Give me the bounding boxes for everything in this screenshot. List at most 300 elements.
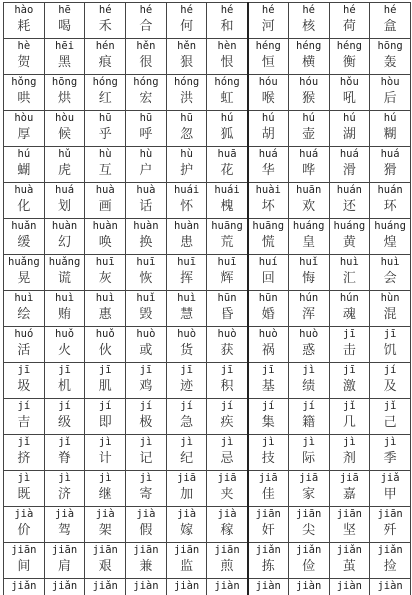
character-cell xyxy=(370,147,411,183)
character-cell xyxy=(166,75,207,111)
character-cell xyxy=(166,435,207,471)
character-cell xyxy=(248,579,289,595)
hanzi-character: 佳 xyxy=(249,486,288,504)
character-cell xyxy=(248,399,289,435)
pinyin-label: huǐ xyxy=(289,256,329,269)
hanzi-character: 糊 xyxy=(370,126,410,144)
pinyin-label: huì xyxy=(45,292,85,305)
hanzi-character: 贺 xyxy=(4,54,44,72)
pinyin-label: jì xyxy=(45,472,85,485)
pinyin-label: huàn xyxy=(45,220,85,233)
pinyin-label: huò xyxy=(289,328,329,341)
pinyin-label: hú xyxy=(370,112,410,125)
hanzi-character: 惠 xyxy=(85,306,125,324)
table-row xyxy=(4,543,411,579)
character-cell xyxy=(126,255,167,291)
table-row xyxy=(4,39,411,75)
hanzi-character: 际 xyxy=(289,450,329,468)
pinyin-label: huà xyxy=(126,184,166,197)
hanzi-character: 煎 xyxy=(207,558,246,576)
character-cell xyxy=(126,219,167,255)
pinyin-label: jià xyxy=(126,508,166,521)
hanzi-character: 价 xyxy=(4,522,44,540)
hanzi-character: 恨 xyxy=(207,54,246,72)
pinyin-label: hùn xyxy=(370,292,410,305)
character-cell xyxy=(329,363,370,399)
pinyin-label: jiā xyxy=(207,472,246,485)
hanzi-character: 籍 xyxy=(289,414,329,432)
character-cell xyxy=(4,327,45,363)
hanzi-character: 货 xyxy=(167,342,207,360)
character-cell xyxy=(85,543,126,579)
hanzi-character: 胡 xyxy=(249,126,288,144)
pinyin-label: jiā xyxy=(249,472,288,485)
character-cell xyxy=(44,255,85,291)
pinyin-label: jiān xyxy=(207,544,246,557)
pinyin-label: jì xyxy=(126,472,166,485)
table-row xyxy=(4,579,411,595)
pinyin-label: hěn xyxy=(126,40,166,53)
character-cell xyxy=(166,471,207,507)
table-row xyxy=(4,219,411,255)
character-cell xyxy=(44,3,85,39)
character-cell xyxy=(248,471,289,507)
hanzi-character: 恒 xyxy=(249,54,288,72)
character-cell xyxy=(4,507,45,543)
hanzi-character: 茧 xyxy=(330,558,370,576)
pinyin-label: huāng xyxy=(207,220,246,233)
hanzi-character: 稼 xyxy=(207,522,246,540)
hanzi-character: 婚 xyxy=(249,306,288,324)
pinyin-label: jì xyxy=(85,472,125,485)
pinyin-label: jì xyxy=(289,436,329,449)
character-cell xyxy=(329,75,370,111)
hanzi-character: 虎 xyxy=(45,162,85,180)
character-cell xyxy=(288,75,329,111)
character-cell xyxy=(126,183,167,219)
pinyin-label: hù xyxy=(85,148,125,161)
pinyin-label: hú xyxy=(207,112,246,125)
character-cell xyxy=(44,507,85,543)
hanzi-character: 候 xyxy=(45,126,85,144)
pinyin-label: huò xyxy=(126,328,166,341)
character-cell xyxy=(44,363,85,399)
hanzi-character: 贿 xyxy=(45,306,85,324)
table-row xyxy=(4,147,411,183)
character-cell xyxy=(207,183,248,219)
character-cell xyxy=(85,75,126,111)
pinyin-label: hún xyxy=(330,292,370,305)
character-cell xyxy=(288,327,329,363)
hanzi-character: 绩 xyxy=(289,378,329,396)
character-cell xyxy=(44,75,85,111)
pinyin-label: jiǎn xyxy=(370,544,410,557)
character-cell xyxy=(44,579,85,595)
character-cell xyxy=(85,363,126,399)
pinyin-label: jiàn xyxy=(126,580,166,593)
pinyin-label: jiān xyxy=(370,508,410,521)
character-cell xyxy=(207,255,248,291)
hanzi-character: 昏 xyxy=(207,306,246,324)
pinyin-label: hūn xyxy=(249,292,288,305)
pinyin-label: jì xyxy=(289,364,329,377)
character-cell xyxy=(248,291,289,327)
pinyin-label: jiǎn xyxy=(45,580,85,593)
pinyin-label: huāng xyxy=(249,220,288,233)
pinyin-label: hé xyxy=(126,4,166,17)
character-cell xyxy=(329,219,370,255)
pinyin-label: jì xyxy=(330,436,370,449)
pinyin-label: jì xyxy=(126,436,166,449)
pinyin-label: huǒ xyxy=(85,328,125,341)
hanzi-character: 集 xyxy=(249,414,288,432)
character-cell xyxy=(288,507,329,543)
pinyin-label: jiǎn xyxy=(330,544,370,557)
pinyin-label: jià xyxy=(45,508,85,521)
hanzi-character: 宏 xyxy=(126,90,166,108)
hanzi-character: 及 xyxy=(370,378,410,396)
pinyin-label: huǎng xyxy=(4,256,44,269)
pinyin-label: jī xyxy=(167,364,207,377)
hanzi-character: 尖 xyxy=(289,522,329,540)
hanzi-character: 家 xyxy=(289,486,329,504)
character-cell xyxy=(44,219,85,255)
hanzi-character: 计 xyxy=(85,450,125,468)
character-cell xyxy=(166,543,207,579)
hanzi-character: 监 xyxy=(167,558,207,576)
hanzi-character: 忌 xyxy=(207,450,246,468)
pinyin-label: huáng xyxy=(370,220,410,233)
pinyin-label: hòu xyxy=(4,112,44,125)
pinyin-label: huá xyxy=(45,184,85,197)
pinyin-label: jiàn xyxy=(249,580,288,593)
character-cell xyxy=(126,327,167,363)
character-cell xyxy=(248,3,289,39)
hanzi-character: 荒 xyxy=(207,234,246,252)
character-cell xyxy=(85,435,126,471)
character-cell xyxy=(44,291,85,327)
hanzi-character: 会 xyxy=(370,270,410,288)
hanzi-character: 记 xyxy=(126,450,166,468)
character-cell xyxy=(288,543,329,579)
character-cell xyxy=(4,39,45,75)
table-row xyxy=(4,363,411,399)
hanzi-character: 级 xyxy=(45,414,85,432)
hanzi-character: 皇 xyxy=(289,234,329,252)
pinyin-label: huá xyxy=(330,148,370,161)
character-cell xyxy=(85,219,126,255)
hanzi-character: 饥 xyxy=(370,342,410,360)
hanzi-character: 假 xyxy=(126,522,166,540)
pinyin-label: jí xyxy=(85,400,125,413)
hanzi-character: 歼 xyxy=(370,522,410,540)
pinyin-label: huài xyxy=(249,184,288,197)
character-cell xyxy=(370,3,411,39)
hanzi-character: 季 xyxy=(370,450,410,468)
hanzi-character: 喝 xyxy=(45,18,85,36)
hanzi-character: 洪 xyxy=(167,90,207,108)
hanzi-character: 几 xyxy=(330,414,370,432)
pinyin-label: jī xyxy=(330,364,370,377)
character-cell xyxy=(288,435,329,471)
pinyin-label: huī xyxy=(85,256,125,269)
character-cell xyxy=(248,183,289,219)
pinyin-label: héng xyxy=(249,40,288,53)
pinyin-label: jì xyxy=(207,436,246,449)
hanzi-character: 怀 xyxy=(167,198,207,216)
character-cell xyxy=(288,579,329,595)
hanzi-character: 恢 xyxy=(126,270,166,288)
hanzi-character: 还 xyxy=(330,198,370,216)
hanzi-character: 继 xyxy=(85,486,125,504)
hanzi-character: 吼 xyxy=(330,90,370,108)
character-cell xyxy=(4,255,45,291)
hanzi-character: 盒 xyxy=(370,18,410,36)
pinyin-label: hōng xyxy=(370,40,410,53)
character-cell xyxy=(370,471,411,507)
hanzi-character: 坏 xyxy=(249,198,288,216)
character-cell xyxy=(370,291,411,327)
table-row xyxy=(4,327,411,363)
pinyin-label: huǎng xyxy=(45,256,85,269)
pinyin-label: huò xyxy=(167,328,207,341)
hanzi-character: 技 xyxy=(249,450,288,468)
character-cell xyxy=(166,255,207,291)
pinyin-label: jī xyxy=(249,364,288,377)
character-cell xyxy=(166,579,207,595)
character-cell xyxy=(288,3,329,39)
hanzi-character: 汇 xyxy=(330,270,370,288)
character-cell xyxy=(85,3,126,39)
hanzi-character: 纪 xyxy=(167,450,207,468)
hanzi-character: 挤 xyxy=(4,450,44,468)
character-cell xyxy=(370,435,411,471)
pinyin-label: jí xyxy=(249,400,288,413)
pinyin-label: hēi xyxy=(45,40,85,53)
pinyin-label: jiàn xyxy=(289,580,329,593)
pinyin-label: jiǎn xyxy=(4,580,44,593)
character-cell xyxy=(370,219,411,255)
character-cell xyxy=(85,471,126,507)
pinyin-label: huān xyxy=(289,184,329,197)
pinyin-label: jiàn xyxy=(370,580,410,593)
pinyin-label: hóu xyxy=(249,76,288,89)
pinyin-label: hé xyxy=(249,4,288,17)
hanzi-character: 鸡 xyxy=(126,378,166,396)
character-cell xyxy=(126,507,167,543)
hanzi-character: 己 xyxy=(370,414,410,432)
pinyin-label: jiān xyxy=(85,544,125,557)
hanzi-character: 壶 xyxy=(289,126,329,144)
hanzi-character: 唤 xyxy=(85,234,125,252)
hanzi-character: 互 xyxy=(85,162,125,180)
pinyin-label: jiān xyxy=(330,508,370,521)
pinyin-label: hóng xyxy=(126,76,166,89)
hanzi-character: 狠 xyxy=(167,54,207,72)
pinyin-label: huī xyxy=(126,256,166,269)
character-cell xyxy=(85,39,126,75)
character-cell xyxy=(207,471,248,507)
character-cell xyxy=(370,327,411,363)
pinyin-label: hú xyxy=(249,112,288,125)
pinyin-label: hú xyxy=(330,112,370,125)
character-cell xyxy=(288,399,329,435)
hanzi-character: 合 xyxy=(126,18,166,36)
character-cell xyxy=(166,507,207,543)
character-cell xyxy=(207,435,248,471)
hanzi-character: 绘 xyxy=(4,306,44,324)
hanzi-character: 化 xyxy=(4,198,44,216)
character-cell xyxy=(44,543,85,579)
pinyin-label: jiān xyxy=(249,508,288,521)
pinyin-label: huán xyxy=(330,184,370,197)
pinyin-label: hé xyxy=(167,4,207,17)
character-cell xyxy=(207,3,248,39)
pinyin-label: hóng xyxy=(85,76,125,89)
pinyin-label: jì xyxy=(167,436,207,449)
pinyin-label: jí xyxy=(207,400,246,413)
character-cell xyxy=(85,507,126,543)
pinyin-label: huì xyxy=(85,292,125,305)
hanzi-character: 核 xyxy=(289,18,329,36)
hanzi-character: 间 xyxy=(4,558,44,576)
character-cell xyxy=(126,75,167,111)
character-cell xyxy=(4,291,45,327)
hanzi-character: 既 xyxy=(4,486,44,504)
hanzi-character: 奸 xyxy=(249,522,288,540)
character-cell xyxy=(207,219,248,255)
character-cell xyxy=(329,399,370,435)
hanzi-character: 划 xyxy=(45,198,85,216)
pinyin-label: héng xyxy=(289,40,329,53)
pinyin-label: huì xyxy=(370,256,410,269)
hanzi-character: 肩 xyxy=(45,558,85,576)
hanzi-character: 圾 xyxy=(4,378,44,396)
pinyin-label: jí xyxy=(45,400,85,413)
character-cell xyxy=(126,543,167,579)
pinyin-label: jiān xyxy=(167,544,207,557)
hanzi-character: 甲 xyxy=(370,486,410,504)
character-cell xyxy=(248,327,289,363)
character-cell xyxy=(370,507,411,543)
pinyin-label: hú xyxy=(289,112,329,125)
character-cell xyxy=(166,291,207,327)
hanzi-character: 猾 xyxy=(370,162,410,180)
character-cell xyxy=(166,111,207,147)
hanzi-character: 机 xyxy=(45,378,85,396)
pinyin-label: hún xyxy=(289,292,329,305)
pinyin-label: jiǎn xyxy=(85,580,125,593)
character-cell xyxy=(4,147,45,183)
character-cell xyxy=(329,39,370,75)
pinyin-label: jià xyxy=(207,508,246,521)
character-cell xyxy=(329,543,370,579)
hanzi-character: 捡 xyxy=(370,558,410,576)
hanzi-character: 毁 xyxy=(126,306,166,324)
hanzi-character: 积 xyxy=(207,378,246,396)
table-row xyxy=(4,183,411,219)
character-cell xyxy=(207,507,248,543)
character-cell xyxy=(370,39,411,75)
hanzi-character: 激 xyxy=(330,378,370,396)
character-cell xyxy=(248,147,289,183)
pinyin-label: jī xyxy=(330,328,370,341)
character-cell xyxy=(288,291,329,327)
character-cell xyxy=(329,147,370,183)
character-cell xyxy=(329,111,370,147)
hanzi-character: 喉 xyxy=(249,90,288,108)
pinyin-label: jiān xyxy=(45,544,85,557)
hanzi-character: 很 xyxy=(126,54,166,72)
table-row xyxy=(4,255,411,291)
hanzi-character: 混 xyxy=(370,306,410,324)
hanzi-character: 河 xyxy=(249,18,288,36)
hanzi-character: 艰 xyxy=(85,558,125,576)
pinyin-label: hé xyxy=(330,4,370,17)
pinyin-label: jī xyxy=(85,364,125,377)
character-cell xyxy=(4,219,45,255)
character-cell xyxy=(207,327,248,363)
character-cell xyxy=(4,111,45,147)
pinyin-label: hé xyxy=(370,4,410,17)
character-cell xyxy=(288,363,329,399)
pinyin-character-table xyxy=(3,2,411,595)
pinyin-label: huá xyxy=(289,148,329,161)
pinyin-label: jì xyxy=(249,436,288,449)
hanzi-character: 槐 xyxy=(207,198,246,216)
pinyin-label: jiān xyxy=(289,508,329,521)
hanzi-character: 驾 xyxy=(45,522,85,540)
hanzi-character: 患 xyxy=(167,234,207,252)
pinyin-label: huáng xyxy=(330,220,370,233)
pinyin-label: hòu xyxy=(45,112,85,125)
pinyin-label: hé xyxy=(289,4,329,17)
pinyin-label: huì xyxy=(4,292,44,305)
hanzi-character: 济 xyxy=(45,486,85,504)
hanzi-character: 蝴 xyxy=(4,162,44,180)
character-cell xyxy=(288,219,329,255)
hanzi-character: 浑 xyxy=(289,306,329,324)
hanzi-character: 脊 xyxy=(45,450,85,468)
hanzi-character: 华 xyxy=(249,162,288,180)
pinyin-label: huí xyxy=(249,256,288,269)
hanzi-character: 疾 xyxy=(207,414,246,432)
character-cell xyxy=(329,471,370,507)
hanzi-character: 回 xyxy=(249,270,288,288)
pinyin-label: jiā xyxy=(330,472,370,485)
character-cell xyxy=(370,183,411,219)
hanzi-character: 悔 xyxy=(289,270,329,288)
pinyin-label: jǐ xyxy=(330,400,370,413)
pinyin-label: jí xyxy=(167,400,207,413)
character-cell xyxy=(207,111,248,147)
character-cell xyxy=(4,363,45,399)
pinyin-label: jiàn xyxy=(167,580,207,593)
character-cell xyxy=(85,255,126,291)
table-row xyxy=(4,399,411,435)
pinyin-label: jǐ xyxy=(45,436,85,449)
character-cell xyxy=(370,111,411,147)
pinyin-label: huǎn xyxy=(4,220,44,233)
pinyin-label: jì xyxy=(370,436,410,449)
pinyin-label: hóng xyxy=(167,76,207,89)
character-cell xyxy=(288,111,329,147)
hanzi-character: 慧 xyxy=(167,306,207,324)
character-cell xyxy=(370,399,411,435)
pinyin-label: hē xyxy=(45,4,85,17)
character-cell xyxy=(248,435,289,471)
character-cell xyxy=(370,255,411,291)
